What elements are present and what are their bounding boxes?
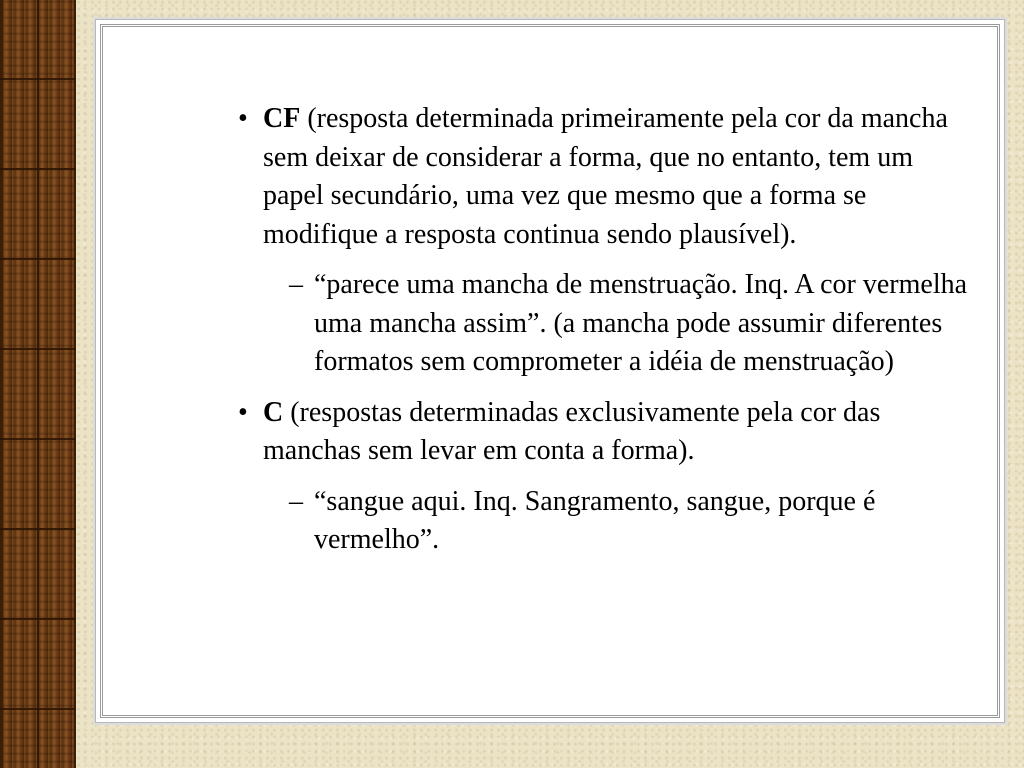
bullet-term: CF bbox=[263, 103, 301, 134]
bullet-item-c bbox=[236, 394, 971, 471]
wood-divider-horizontal bbox=[0, 78, 76, 80]
slide-body bbox=[236, 100, 971, 572]
wood-divider-horizontal bbox=[0, 258, 76, 260]
wood-divider-horizontal bbox=[0, 348, 76, 350]
wood-edge-line bbox=[0, 0, 3, 768]
sub-dash: – bbox=[289, 269, 303, 300]
sub-text: “sangue aqui. Inq. Sangramento, sangue, porque é vermelho”. bbox=[314, 485, 876, 555]
wood-divider-vertical bbox=[37, 0, 39, 768]
bullet-dot: • bbox=[238, 396, 248, 428]
wood-divider-horizontal bbox=[0, 438, 76, 440]
bullet-item-cf bbox=[236, 100, 971, 254]
wood-divider-horizontal bbox=[0, 168, 76, 170]
sub-text: “parece uma mancha de menstruação. Inq. A cor vermelha uma mancha assim”. (a mancha pode assumir diferentes formatos sem comprometer a idéia de menstruação) bbox=[314, 269, 968, 377]
bullet-term: C bbox=[263, 396, 284, 428]
bullet-dot: • bbox=[238, 103, 248, 134]
sub-item-cf-example bbox=[236, 266, 971, 382]
wooden-border-strip bbox=[0, 0, 76, 768]
wood-divider-horizontal bbox=[0, 708, 76, 710]
bullet-text: (resposta determinada primeiramente pela cor da mancha sem deixar de considerar a forma, que no entanto, tem um papel secundário, uma vez que mesmo que a forma se modifique a resposta continua sendo plausível). bbox=[263, 103, 948, 250]
wood-divider-horizontal bbox=[0, 528, 76, 530]
sub-dash: – bbox=[289, 485, 303, 517]
wood-divider-horizontal bbox=[0, 618, 76, 620]
bullet-text: (respostas determinadas exclusivamente pela cor das manchas sem levar em conta a forma). bbox=[263, 396, 881, 466]
sub-item-c-example bbox=[236, 483, 971, 560]
